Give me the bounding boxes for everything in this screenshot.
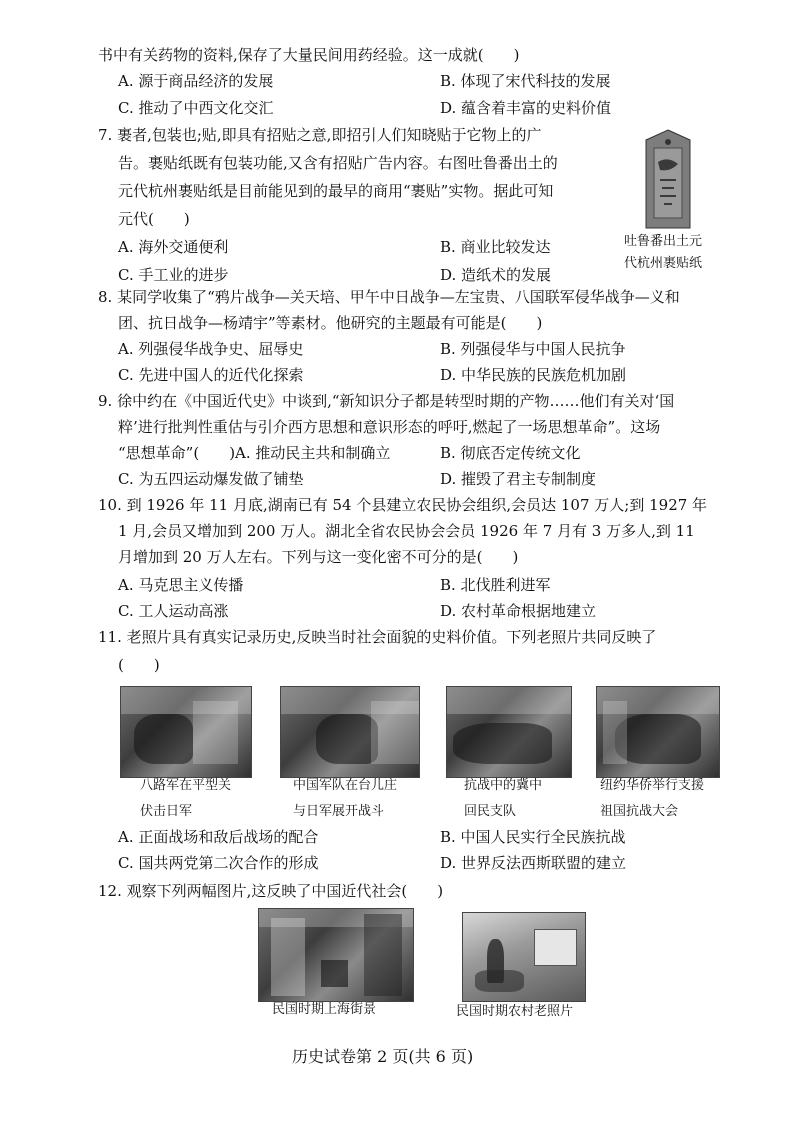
- q6-option-c: C. 推动了中西文化交汇: [118, 99, 274, 117]
- photo-shanghai-street: [258, 908, 414, 1002]
- q9-stem-line-2: 粹’进行批判性重估与引介西方思想和意识形态的呼吁,燃起了一场思想革命”。这场: [118, 418, 661, 436]
- q12-caption-right: 民国时期农村老照片: [456, 1004, 574, 1019]
- q10-option-b: B. 北伐胜利进军: [440, 576, 551, 594]
- q11-stem-line-1: 11. 老照片具有真实记录历史,反映当时社会面貌的史料价值。下列老照片共同反映了: [98, 628, 657, 646]
- q9-option-b: B. 彻底否定传统文化: [440, 444, 581, 462]
- q11-option-a: A. 正面战场和敌后战场的配合: [118, 828, 319, 846]
- q8-option-c: C. 先进中国人的近代化探索: [118, 366, 304, 384]
- q7-option-d: D. 造纸术的发展: [440, 266, 552, 284]
- q8-option-a: A. 列强侵华战争史、屈辱史: [118, 340, 304, 358]
- page-footer: 历史试卷第 2 页(共 6 页): [292, 1047, 474, 1066]
- q12-caption-left: 民国时期上海街景: [272, 1002, 377, 1017]
- q7-option-b: B. 商业比较发达: [440, 238, 551, 256]
- q7-stem-line-1: 7. 裹者,包装也;贴,即具有招贴之意,即招引人们知晓贴于它物上的广: [98, 126, 542, 144]
- q10-stem-line-3: 月增加到 20 万人左右。下列与这一变化密不可分的是( ): [118, 548, 519, 566]
- photo-caption-2-line-1: 中国军队在台儿庄: [293, 778, 398, 793]
- photo-hui-detachment: [446, 686, 572, 778]
- q8-stem-line-1: 8. 某同学收集了“鸦片战争—关天培、甲午中日战争—左宝贵、八国联军侵华战争—义和: [98, 288, 680, 306]
- q7-image-caption-1: 吐鲁番出土元: [624, 234, 703, 249]
- q7-option-a: A. 海外交通便利: [118, 238, 229, 256]
- q8-stem-line-2: 团、抗日战争—杨靖宇”等素材。他研究的主题最有可能是( ): [118, 314, 543, 332]
- q11-option-d: D. 世界反法西斯联盟的建立: [440, 854, 627, 872]
- photo-caption-3-line-1: 抗战中的冀中: [464, 778, 543, 793]
- photo-caption-4-line-1: 纽约华侨举行支援: [600, 778, 705, 793]
- q11-stem-line-2: ( ): [118, 656, 160, 674]
- q10-option-c: C. 工人运动高涨: [118, 602, 229, 620]
- q12-stem-line-1: 12. 观察下列两幅图片,这反映了中国近代社会( ): [98, 882, 444, 900]
- q11-option-c: C. 国共两党第二次合作的形成: [118, 854, 319, 872]
- photo-caption-3-line-2: 回民支队: [464, 804, 517, 819]
- q9-option-c: C. 为五四运动爆发做了铺垫: [118, 470, 304, 488]
- q9-stem-line-1: 9. 徐中约在《中国近代史》中谈到,“新知识分子都是转型时期的产物……他们有关对‘国: [98, 392, 675, 410]
- q6-stem-line: 书中有关药物的资料,保存了大量民间用药经验。这一成就( ): [98, 46, 520, 64]
- q6-option-a: A. 源于商品经济的发展: [118, 72, 274, 90]
- q10-option-d: D. 农村革命根据地建立: [440, 602, 597, 620]
- q7-stem-line-2: 告。裹贴纸既有包装功能,又含有招贴广告内容。右图吐鲁番出土的: [118, 154, 558, 172]
- q11-option-b: B. 中国人民实行全民族抗战: [440, 828, 626, 846]
- photo-caption-4-line-2: 祖国抗战大会: [600, 804, 679, 819]
- q7-option-c: C. 手工业的进步: [118, 266, 229, 284]
- q10-stem-line-1: 10. 到 1926 年 11 月底,湖南已有 54 个县建立农民协会组织,会员达 107 万人;到 1927 年: [98, 496, 708, 514]
- q9-stem-line-3: “思想革命”( )A. 推动民主共和制确立: [118, 444, 391, 462]
- wrapping-paper-image: [640, 128, 696, 230]
- q10-stem-line-2: 1 月,会员又增加到 200 万人。湖北全省农民协会会员 1926 年 7 月有 3 万多人,到 11: [118, 522, 695, 540]
- photo-taierzhuang: [280, 686, 420, 778]
- q6-option-b: B. 体现了宋代科技的发展: [440, 72, 611, 90]
- q8-option-d: D. 中华民族的民族危机加剧: [440, 366, 627, 384]
- q7-stem-line-3: 元代杭州裹贴纸是目前能见到的最早的商用“裹贴”实物。据此可知: [118, 182, 554, 200]
- photo-rural-village: [462, 912, 586, 1002]
- photo-pingxingguan: [120, 686, 252, 778]
- q8-option-b: B. 列强侵华与中国人民抗争: [440, 340, 626, 358]
- q7-stem-line-4: 元代( ): [118, 210, 190, 228]
- photo-caption-1-line-1: 八路军在平型关: [140, 778, 232, 793]
- photo-new-york-rally: [596, 686, 720, 778]
- q9-option-d: D. 摧毁了君主专制制度: [440, 470, 597, 488]
- q7-image-caption-2: 代杭州裹贴纸: [624, 256, 703, 271]
- photo-caption-2-line-2: 与日军展开战斗: [293, 804, 385, 819]
- q10-option-a: A. 马克思主义传播: [118, 576, 244, 594]
- q6-option-d: D. 蕴含着丰富的史料价值: [440, 99, 612, 117]
- photo-caption-1-line-2: 伏击日军: [140, 804, 193, 819]
